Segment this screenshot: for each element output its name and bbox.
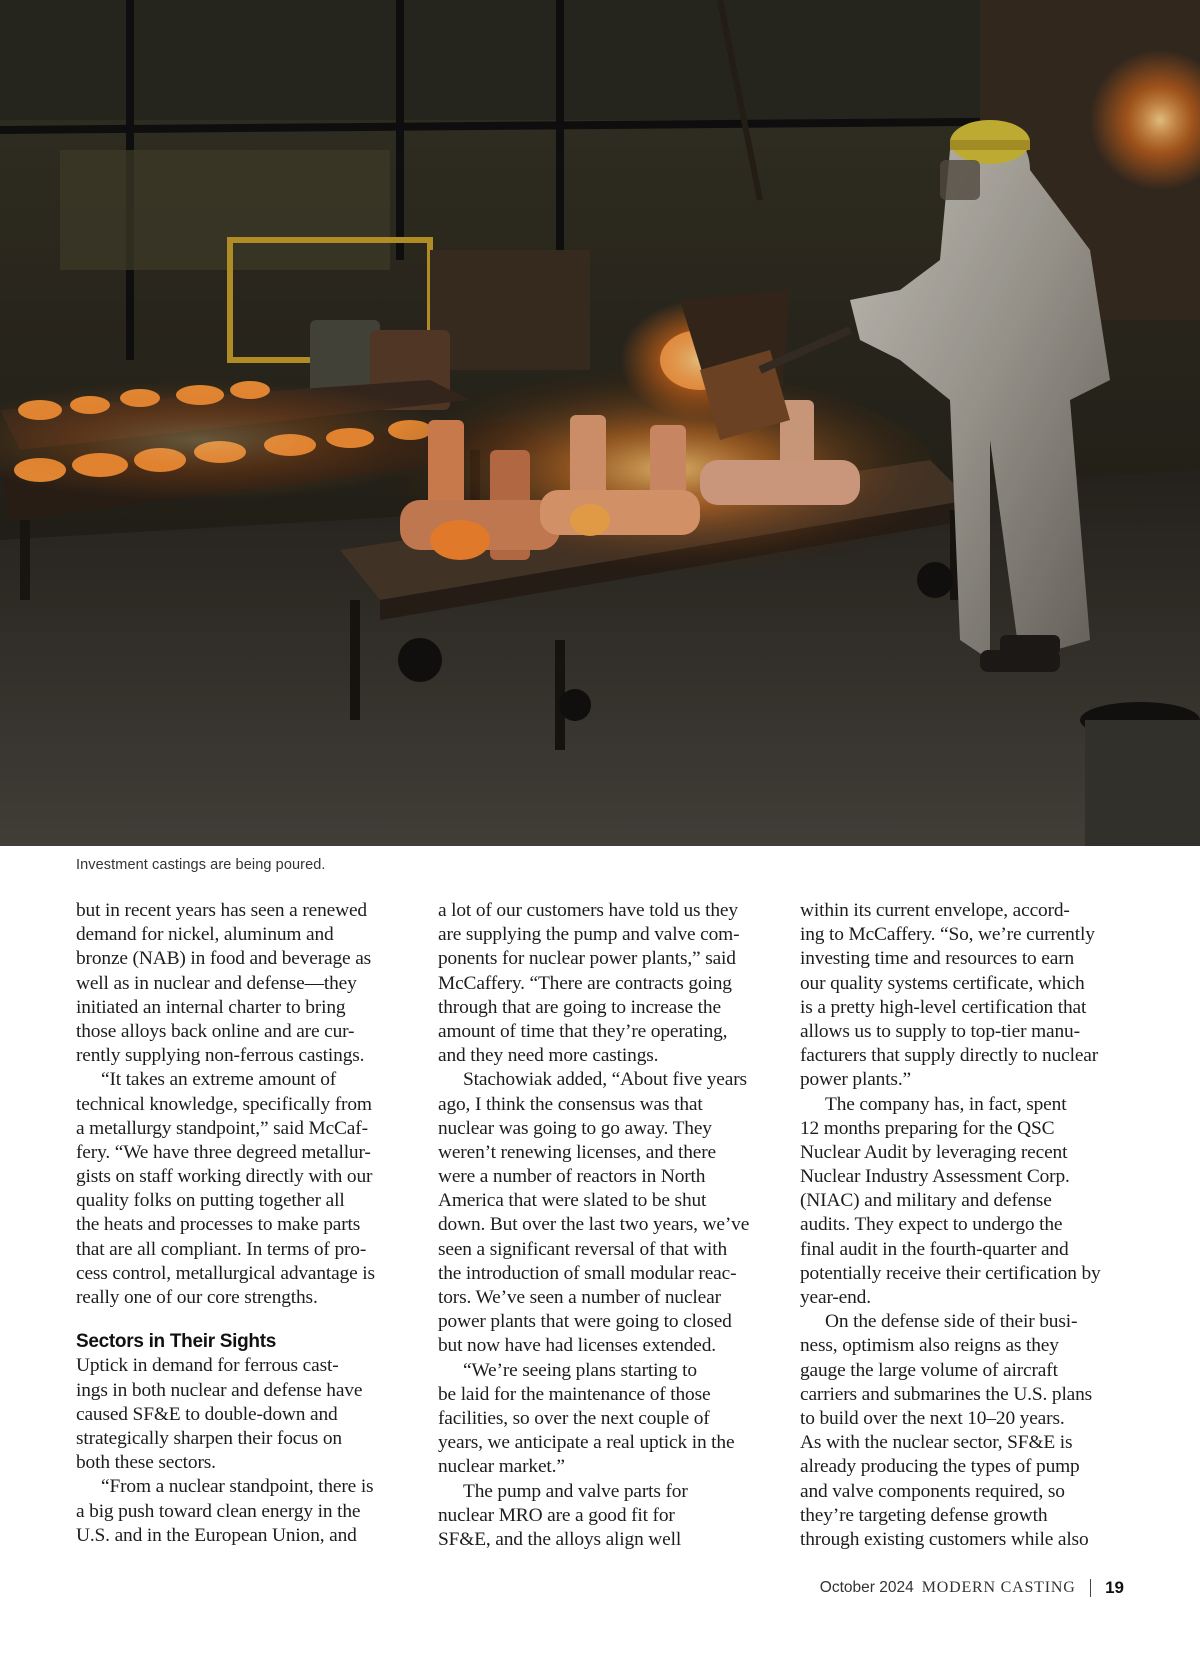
text-line: but now have had licenses extended. [438,1335,716,1357]
text-line: through that are going to increase the [438,996,721,1018]
text-line: years, we anticipate a real uptick in the [438,1432,735,1454]
text-line: but in recent years has seen a renewed [76,900,367,921]
text-line: gauge the large volume of aircraft [800,1359,1058,1381]
text-line: Nuclear Industry Assessment Corp. [800,1166,1070,1188]
text-line: a metallurgy standpoint,” said McCaf- [76,1117,368,1139]
text-line: they’re targeting defense growth [800,1504,1048,1526]
text-line: The pump and valve parts for [463,1480,688,1502]
text-line: 12 months preparing for the QSC [800,1117,1055,1139]
text-line: potentially receive their certification by [800,1262,1101,1284]
text-line: audits. They expect to undergo the [800,1214,1063,1236]
text-line: ings in both nuclear and defense have [76,1379,363,1401]
page-footer [820,1578,1124,1598]
text-line: strategically sharpen their focus on [76,1427,342,1449]
text-line: already producing the types of pump [800,1456,1080,1478]
text-line: On the defense side of their busi- [825,1311,1078,1333]
text-line: and valve components required, so [800,1480,1065,1502]
text-line: the heats and processes to make parts [76,1214,361,1236]
text-line: (NIAC) and military and defense [800,1190,1052,1212]
text-line: a lot of our customers have told us they [438,900,738,921]
text-line: through existing customers while also [800,1528,1089,1550]
text-line: final audit in the fourth-quarter and [800,1238,1069,1260]
text-line: seen a significant reversal of that with [438,1238,728,1260]
text-line: to build over the next 10–20 years. [800,1407,1065,1429]
text-line: cess control, metallurgical advantage is [76,1262,375,1284]
text-line: gists on staff working directly with our [76,1166,373,1188]
text-line: fery. “We have three degreed metallur- [76,1141,371,1163]
text-line: rently supplying non-ferrous castings. [76,1045,365,1067]
text-line: carriers and submarines the U.S. plans [800,1383,1093,1405]
text-line: The company has, in fact, spent [825,1093,1067,1115]
text-line: tors. We’ve seen a number of nuclear [438,1287,721,1308]
text-line: nuclear market.” [438,1456,565,1478]
text-line: year-end. [800,1287,871,1308]
text-line: our quality systems certificate, which [800,972,1085,994]
article-column-1 [76,899,416,1548]
footer-divider [1090,1579,1092,1597]
text-line: initiated an internal charter to bring [76,996,346,1018]
text-line: within its current envelope, accord- [800,900,1070,921]
text-line: allows us to supply to top-tier manu- [800,1020,1080,1042]
text-line: facilities, so over the next couple of [438,1407,710,1429]
text-line: ness, optimism also reigns as they [800,1335,1059,1357]
text-line: be laid for the maintenance of those [438,1383,711,1405]
text-line: “We’re seeing plans starting to [463,1359,697,1381]
text-line: SF&E, and the alloys align well [438,1528,682,1550]
text-line: investing time and resources to earn [800,948,1075,970]
text-line: ago, I think the consensus was that [438,1093,703,1115]
text-line: those alloys back online and are cur- [76,1020,355,1042]
text-line: power plants.” [800,1069,911,1091]
text-line: McCaffery. “There are contracts going [438,972,732,994]
text-line: down. But over the last two years, we’ve [438,1214,750,1236]
text-line: well as in nuclear and defense—they [76,972,357,994]
text-line: is a pretty high-level certification that [800,996,1087,1018]
text-line: U.S. and in the European Union, and [76,1524,357,1546]
text-line: power plants that were going to closed [438,1311,732,1333]
text-line: ing to McCaffery. “So, we’re currently [800,924,1095,946]
text-line: caused SF&E to double-down and [76,1403,338,1425]
text-line: America that were slated to be shut [438,1190,707,1212]
text-line: the introduction of small modular reac- [438,1262,737,1284]
text-line: both these sectors. [76,1452,216,1474]
text-line: were a number of reactors in North [438,1166,706,1188]
text-line: weren’t renewing licenses, and there [438,1141,716,1163]
text-line: that are all compliant. In terms of pro- [76,1238,367,1260]
text-line: Uptick in demand for ferrous cast- [76,1355,339,1377]
text-line: As with the nuclear sector, SF&E is [800,1432,1073,1454]
article-column-3 [800,899,1140,1552]
text-line: quality folks on putting together all [76,1190,345,1212]
section-subhead: Sectors in Their Sights [76,1331,277,1353]
text-line: Nuclear Audit by leveraging recent [800,1141,1068,1163]
text-line: Stachowiak added, “About five years [463,1069,747,1091]
article-column-2 [438,899,778,1552]
text-line: technical knowledge, specifically from [76,1093,372,1115]
page-number: 19 [1105,1578,1124,1597]
text-line: bronze (NAB) in food and beverage as [76,948,372,970]
text-line: a big push toward clean energy in the [76,1500,361,1522]
text-line: “From a nuclear standpoint, there is [101,1476,374,1498]
photo-caption: Investment castings are being poured. [76,857,326,873]
text-line: amount of time that they’re operating, [438,1020,728,1042]
text-line: really one of our core strengths. [76,1287,318,1308]
magazine-name: MODERN CASTING [921,1579,1076,1596]
text-line: and they need more castings. [438,1045,659,1067]
text-line: nuclear was going to go away. They [438,1117,712,1139]
text-line: are supplying the pump and valve com- [438,924,740,946]
issue-date: October 2024 [819,1579,914,1596]
text-line: demand for nickel, aluminum and [76,924,334,946]
text-line: nuclear MRO are a good fit for [438,1504,675,1526]
text-line: ponents for nuclear power plants,” said [438,948,736,970]
text-line: “It takes an extreme amount of [101,1069,337,1091]
text-line: facturers that supply directly to nuclear [800,1045,1099,1067]
